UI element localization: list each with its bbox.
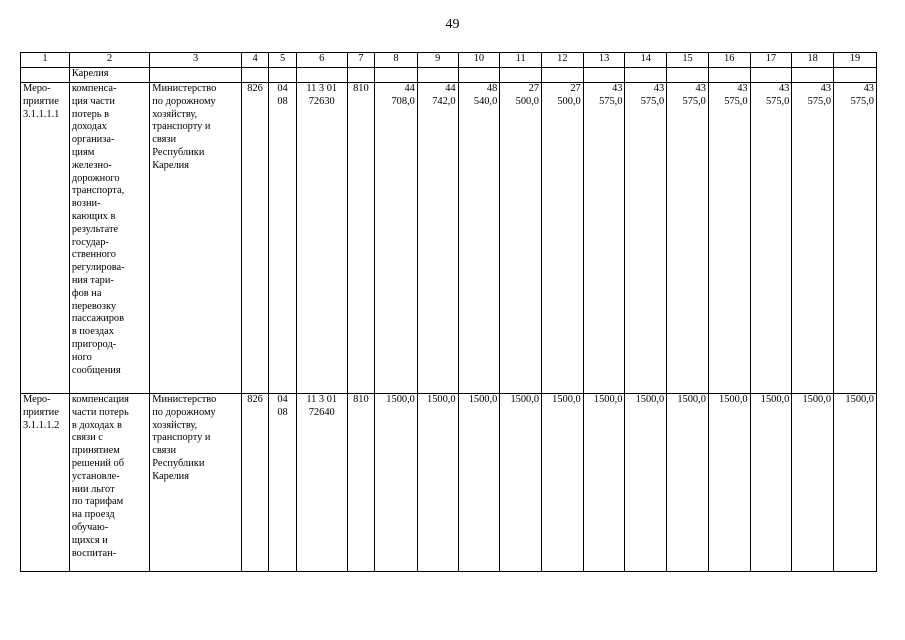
- cell-value: 1500,0: [802, 394, 832, 405]
- table-row: [21, 83, 877, 394]
- col-header: 12: [542, 53, 584, 68]
- cell-code: 810: [353, 394, 369, 405]
- cell-value: 1500,0: [719, 394, 748, 405]
- cell-code: 826: [247, 83, 263, 94]
- cell-value: 48 540,0: [473, 83, 498, 107]
- col-header: 14: [625, 53, 667, 68]
- cell-code: 810: [353, 83, 369, 94]
- cell-value: 1500,0: [510, 394, 540, 405]
- cell-value: 43 575,0: [807, 83, 832, 107]
- col-header: 8: [375, 53, 418, 68]
- cell-value: 44 708,0: [391, 83, 415, 107]
- cell-value: 1500,0: [386, 394, 415, 405]
- cell-value: 43 575,0: [850, 83, 874, 107]
- cell-description: компенса- ция части потерь в доходах организа- циям железно- дорожного транспорта, возни- кающих в результате государ- ственного регулирова- ния тари- фов на перевозку пассажиров в поездах пригород- ного сообщения: [71, 83, 125, 376]
- col-header: 6: [296, 53, 347, 68]
- col-header: 1: [21, 53, 70, 68]
- cell-value: 1500,0: [845, 394, 874, 405]
- col-header: 9: [417, 53, 458, 68]
- cell-value: 1500,0: [552, 394, 581, 405]
- col-header: 19: [834, 53, 877, 68]
- cell-value: 43 575,0: [599, 83, 623, 107]
- cell-value: 1500,0: [593, 394, 623, 405]
- cell-continuation: Карелия: [69, 68, 149, 83]
- col-header: 3: [150, 53, 242, 68]
- cell-code: 826: [247, 394, 263, 405]
- cell-code: 11 3 01 72630: [306, 83, 338, 107]
- col-header: 2: [69, 53, 149, 68]
- col-header: 7: [347, 53, 374, 68]
- cell-activity: Меро- приятие 3.1.1.1.2: [23, 394, 60, 431]
- col-header: 15: [667, 53, 709, 68]
- col-header: 10: [458, 53, 500, 68]
- col-header: 11: [500, 53, 542, 68]
- cell-value: 44 742,0: [432, 83, 456, 107]
- table-row: [21, 394, 877, 572]
- cell-code: 04 08: [277, 394, 288, 418]
- cell-value: 43 575,0: [640, 83, 665, 107]
- cell-description: компенсация части потерь в доходах в связи с принятием решений об установле- нии льгот по тарифам на проезд обучаю- щихся и воспитан-: [71, 394, 129, 559]
- col-header: 13: [583, 53, 625, 68]
- cell-value: 43 575,0: [724, 83, 748, 107]
- col-header: 18: [792, 53, 834, 68]
- cell-value: 27 500,0: [557, 83, 581, 107]
- cell-code: 04 08: [277, 83, 288, 107]
- col-header: 17: [750, 53, 792, 68]
- col-header: 4: [241, 53, 268, 68]
- budget-table: [20, 52, 877, 572]
- cell-value: 1500,0: [677, 394, 706, 405]
- col-header: 5: [269, 53, 296, 68]
- cell-value: 27 500,0: [515, 83, 540, 107]
- cell-value: 1500,0: [427, 394, 456, 405]
- col-header: 16: [708, 53, 750, 68]
- cell-value: 1500,0: [468, 394, 498, 405]
- cell-activity: Меро- приятие 3.1.1.1.1: [23, 83, 60, 120]
- page-number: 49: [445, 17, 460, 32]
- cell-code: 11 3 01 72640: [306, 394, 338, 418]
- cell-value: 43 575,0: [765, 83, 790, 107]
- cell-value: 1500,0: [760, 394, 790, 405]
- cell-executor: Министерство по дорожному хозяйству, транспорту и связи Республики Карелия: [152, 83, 217, 171]
- cell-value: 1500,0: [635, 394, 665, 405]
- cell-executor: Министерство по дорожному хозяйству, транспорту и связи Республики Карелия: [152, 394, 217, 482]
- continuation-row: [21, 68, 877, 83]
- column-number-row: [21, 53, 877, 68]
- cell-value: 43 575,0: [682, 83, 706, 107]
